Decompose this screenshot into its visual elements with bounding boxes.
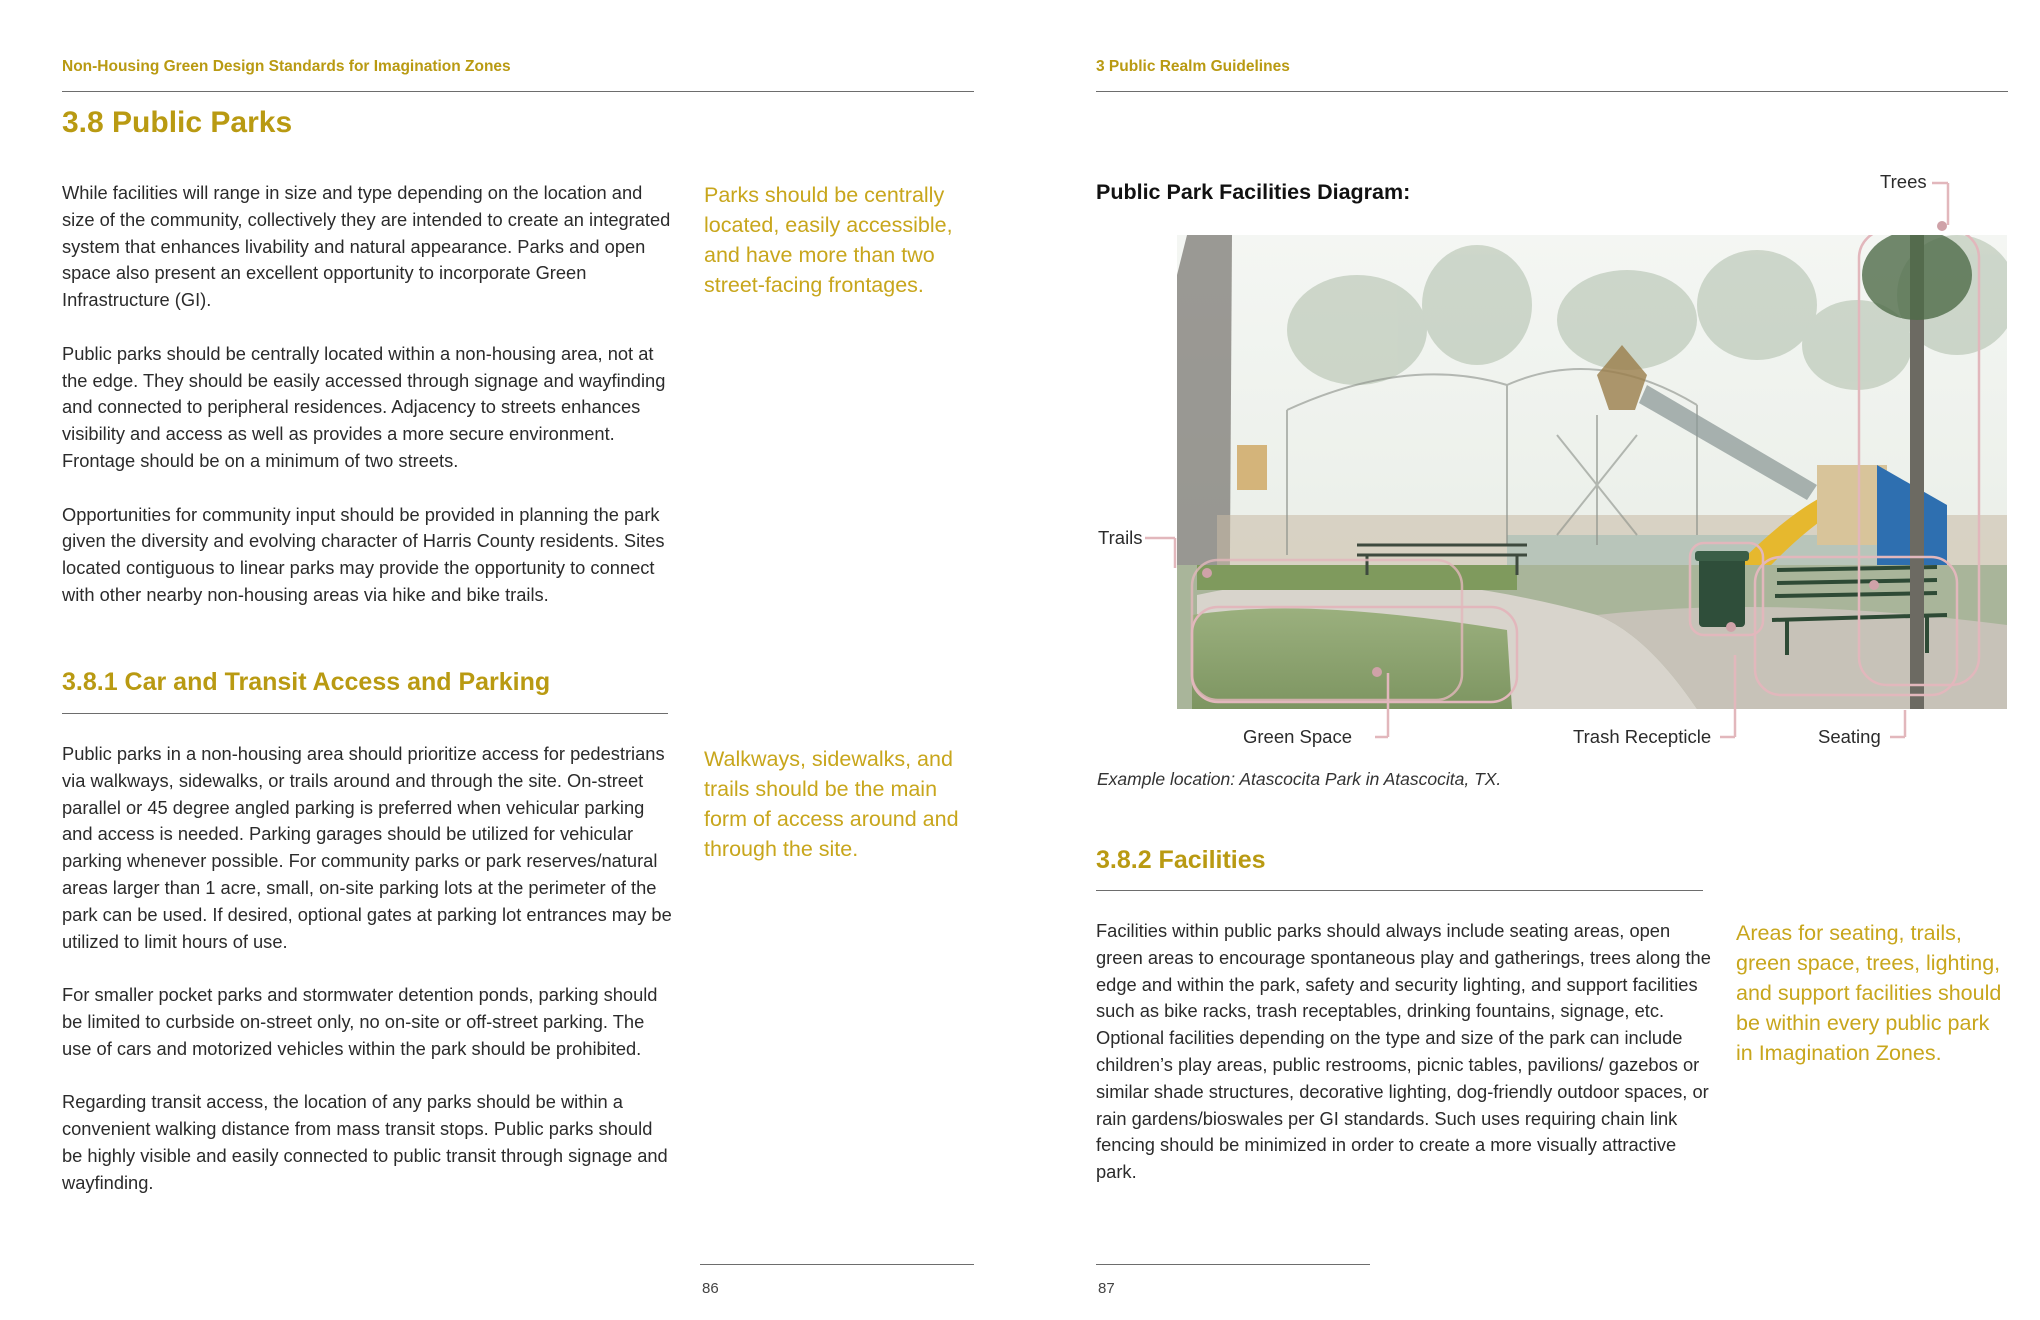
access-text	[62, 741, 677, 1223]
section-title: 3.8 Public Parks	[62, 106, 293, 139]
subsection-title-facilities: 3.8.2 Facilities	[1096, 846, 1266, 874]
header-rule-right	[1096, 91, 2008, 92]
callout-leaders	[1090, 165, 2010, 755]
access-paragraph-2: For smaller pocket parks and stormwater detention ponds, parking should be limited to curbside on-street only, no on-site or off-street parking. The use of cars and motorized vehicles within the park should be prohibited.	[62, 984, 658, 1059]
pullquote-location: Parks should be centrally located, easily accessible, and have more than two street-facing frontages.	[704, 183, 953, 297]
subsection-rule-facilities	[1096, 890, 1703, 891]
footer-rule-left	[700, 1264, 974, 1265]
label-trash: Trash Recepticle	[1573, 726, 1712, 747]
subsection-rule-access	[62, 713, 668, 714]
running-header-right: 3 Public Realm Guidelines	[1096, 58, 1290, 75]
label-seating: Seating	[1818, 726, 1881, 747]
page-number-right: 87	[1098, 1280, 1115, 1297]
access-paragraph-1: Public parks in a non-housing area should prioritize access for pedestrians via walkways, sidewalks, or trails around and through the site. On-street parallel or 45 degree angled parking is preferred when vehicular parking and access is needed. Parking garages should be utilized for vehicular parking whenever possible. For community parks or park reserves/natural areas larger than 1 acre, small, on-site parking lots at the perimeter of the park can be used. If desired, optional gates at parking lot entrances may be utilized to limit hours of use.	[62, 743, 672, 952]
intro-paragraph-2: Public parks should be centrally located within a non-housing area, not at the edge. They should be easily accessed through signage and wayfinding and connected to peripheral residences. Adjacency to streets enhances visibility and access as well as provides a more secure environment. Frontage should be on a minimum of two streets.	[62, 342, 666, 471]
diagram-title: Public Park Facilities Diagram:	[1096, 180, 1411, 204]
pullquote-access: Walkways, sidewalks, and trails should be the main form of access around and through the site.	[704, 747, 959, 861]
footer-rule-right	[1096, 1264, 1370, 1265]
pullquote-facilities: Areas for seating, trails, green space, trees, lighting, and support facilities should be within every public park in Imagination Zones.	[1736, 921, 2002, 1065]
facilities-paragraph: Facilities within public parks should always include seating areas, open green areas to encourage spontaneous play and gatherings, trees along the edge and within the park, safety and security lighting, and support facilities such as bike racks, trash receptables, drinking fountains, signage, etc. Optional facilities depending on the type and size of the park can include children’s play areas, public restrooms, picnic tables, pavilions/ gazebos or similar shade structures, decorative lighting, dog-friendly outdoor spaces, or rain gardens/bioswales per GI standards. Such uses requiring chain link fencing should be minimized in order to create a more visually attractive park.	[1096, 920, 1711, 1183]
intro-paragraph-3: Opportunities for community input should be provided in planning the park given the diversity and evolving character of Harris County residents. Sites located contiguous to linear parks may provide the opportunity to connect with other nearby non-housing areas via hike and bike trails.	[62, 503, 665, 605]
label-green-space: Green Space	[1243, 726, 1353, 747]
label-trees: Trees	[1880, 171, 1927, 192]
photo-caption: Example location: Atascocita Park in Atascocita, TX.	[1097, 769, 1502, 789]
intro-paragraph-1: While facilities will range in size and type depending on the location and size of the community, collectively they are intended to create an integrated system that enhances livability and natural appearance. Parks and open space also present an excellent opportunity to incorporate Green Infrastructure (GI).	[62, 182, 671, 311]
facilities-text	[1096, 918, 1714, 1213]
label-trails: Trails	[1098, 527, 1143, 548]
header-rule-left	[62, 91, 974, 92]
page-number-left: 86	[702, 1280, 719, 1297]
intro-text	[62, 180, 677, 636]
running-header-left: Non-Housing Green Design Standards for Imagination Zones	[62, 58, 511, 75]
access-paragraph-3: Regarding transit access, the location of any parks should be within a convenient walking distance from mass transit stops. Public parks should be highly visible and easily connected to public transit through signage and wayfinding.	[62, 1091, 668, 1193]
subsection-title-access: 3.8.1 Car and Transit Access and Parking	[62, 668, 551, 696]
